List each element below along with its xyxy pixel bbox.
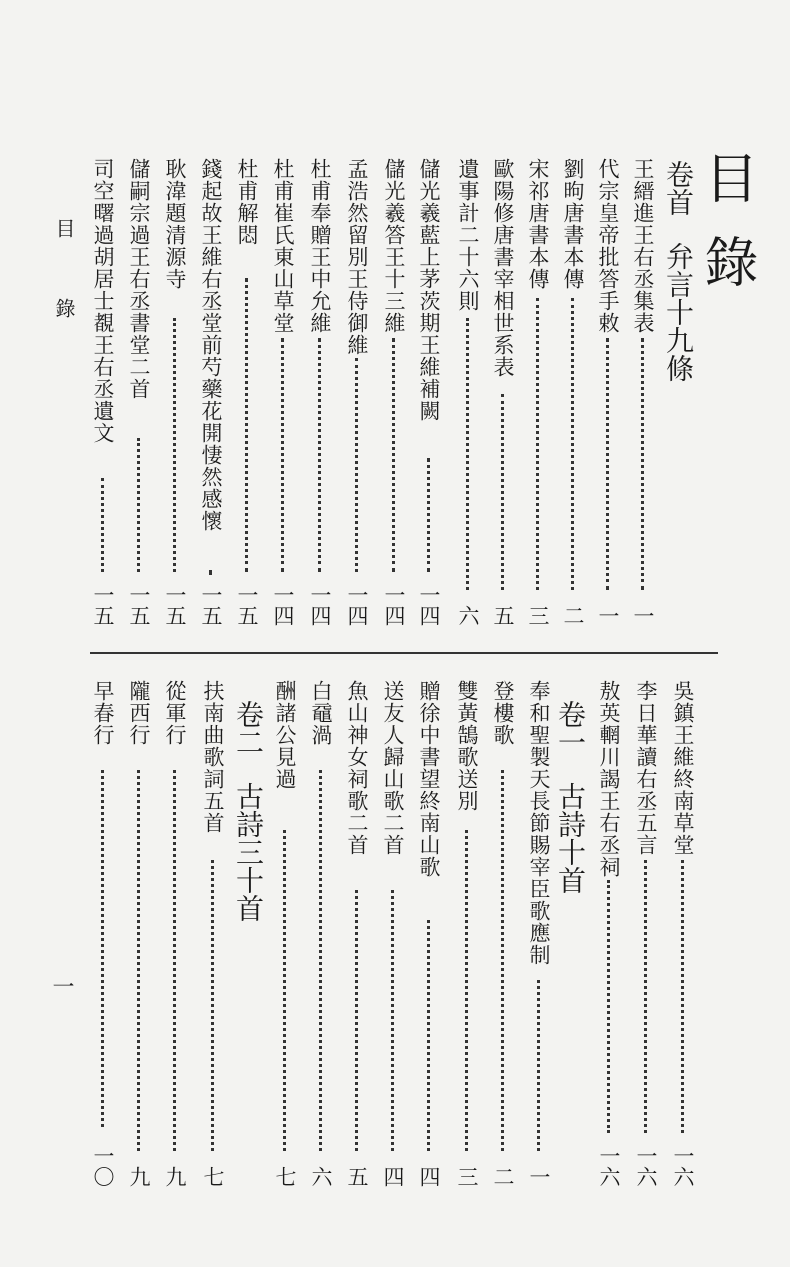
register-divider [90,652,718,654]
entry-page: 七 [201,1166,225,1187]
toc-entry [453,158,483,626]
entry-title: 代宗皇帝批答手敕 [596,158,620,334]
entry-page: 一五 [235,584,259,626]
entry-page: 三 [455,1166,479,1187]
entry-page: 一六 [597,1145,621,1187]
entry-page: 三 [526,605,550,626]
entry-title: 雙黃鵠歌送別 [455,680,479,812]
leader-dots [209,570,212,572]
leader-dots [644,860,647,1133]
entry-title: 登樓歌 [491,680,515,746]
entry-title: 劉昫唐書本傳 [561,158,585,290]
entry-page: 四 [381,1166,405,1187]
entry-title: 酬諸公見過 [273,680,297,790]
toc-entry [342,158,372,626]
entry-page: 一四 [345,584,369,626]
section-heading-subtitle: 古詩三十首 [232,782,265,922]
leader-dots [173,318,176,572]
leader-dots [607,880,610,1133]
entry-title: 司空曙過胡居士覩王右丞遺文 [91,158,115,444]
section-heading-label: 卷一 [554,700,587,756]
leader-dots [355,358,358,572]
entry-page: 六 [309,1166,333,1187]
entry-title: 敖英輞川謁王右丞祠 [597,680,621,878]
entry-page: 一五 [199,584,223,626]
leader-dots [319,770,322,1151]
entry-page: 九 [163,1166,187,1187]
toc-entry [488,158,518,626]
leader-dots [173,770,176,1151]
leader-dots [355,890,358,1151]
leader-dots [465,830,468,1151]
page-number: 一 [49,975,74,997]
entry-page: 一六 [671,1145,695,1187]
toc-entry [414,680,444,1187]
leader-dots [501,770,504,1151]
entry-page: 六 [456,605,480,626]
leader-dots [641,338,644,590]
leader-dots [427,458,430,572]
entry-title: 送友人歸山歌二首 [381,680,405,856]
leader-dots [391,890,394,1151]
leader-dots [211,860,214,1151]
toc-entry [594,680,624,1187]
toc-entry [379,158,409,626]
entry-title: 白黿渦 [309,680,333,746]
entry-title: 吳鎮王維終南草堂 [671,680,695,856]
section-heading-subtitle: 古詩十首 [554,782,587,894]
entry-page: 四 [417,1166,441,1187]
entry-page: 一四 [271,584,295,626]
toc-entry [198,680,228,1187]
entry-title: 從軍行 [163,680,187,746]
entry-page: 一六 [634,1145,658,1187]
leader-dots [245,278,248,572]
entry-title: 魚山神女祠歌二首 [345,680,369,856]
entry-page: 九 [127,1166,151,1187]
entry-title: 杜甫奉贈王中允維 [308,158,332,334]
toc-entry [88,158,118,626]
leader-dots [681,860,684,1133]
toc-entry [342,680,372,1187]
toc-entry [270,680,300,1187]
toc-entry [88,680,118,1187]
entry-page: 一五 [127,584,151,626]
entry-title: 耿湋題清源寺 [163,158,187,290]
entry-page: 一〇 [91,1145,115,1187]
leader-dots [606,338,609,590]
section-heading-label: 卷首 [662,160,695,216]
entry-title: 奉和聖製天長節賜宰臣歌應制 [527,680,551,966]
entry-title: 扶南曲歌詞五首 [201,680,225,834]
entry-page: 一五 [163,584,187,626]
entry-page: 一五 [91,584,115,626]
entry-page: 一 [527,1166,551,1187]
section-heading-juan2 [228,700,268,922]
toc-entry [160,680,190,1187]
entry-title: 錢起故王維右丞堂前芍藥花開悽然感懷 [199,158,223,532]
toc-entry [452,680,482,1187]
entry-title: 儲嗣宗過王右丞書堂二首 [127,158,151,400]
entry-page: 二 [561,605,585,626]
leader-dots [283,830,286,1151]
leader-dots [101,478,104,572]
leader-dots [466,318,469,590]
entry-page: 二 [491,1166,515,1187]
entry-title: 杜甫崔氏東山草堂 [271,158,295,334]
leader-dots [392,338,395,572]
section-heading-juanshou [658,160,698,382]
toc-entry [305,158,335,626]
entry-page: 一四 [382,584,406,626]
leader-dots [101,770,104,1127]
entry-page: 七 [273,1166,297,1187]
entry-title: 杜甫解悶 [235,158,259,246]
entry-page: 五 [491,605,515,626]
entry-title: 儲光羲藍上茅茨期王維補闕 [417,158,441,422]
leader-dots [571,298,574,590]
section-heading-juan1 [550,700,590,894]
toc-entry [628,158,658,626]
toc-entry [488,680,518,1187]
entry-page: 一 [631,605,655,626]
leader-dots [501,394,504,590]
leader-dots [537,980,540,1151]
entry-page: 一四 [308,584,332,626]
entry-page: 五 [345,1166,369,1187]
toc-entry [524,680,554,1187]
toc-entry [414,158,444,626]
page-title: 目錄 [696,150,759,318]
entry-title: 宋祁唐書本傳 [526,158,550,290]
leader-dots [137,438,140,572]
leader-dots [318,338,321,572]
leader-dots [137,770,140,1151]
toc-entry [196,158,226,626]
toc-entry [232,158,262,626]
toc-entry [593,158,623,626]
entry-title: 隴西行 [127,680,151,746]
toc-entry [124,158,154,626]
running-header: 目錄 [52,218,76,378]
entry-title: 王縉進王右丞集表 [631,158,655,334]
section-heading-subtitle: 弁言十九條 [662,242,695,382]
toc-entry [268,158,298,626]
entry-title: 遺事計二十六則 [456,158,480,312]
entry-title: 孟浩然留別王侍御維 [345,158,369,356]
leader-dots [536,298,539,590]
entry-title: 李日華讀右丞五言 [634,680,658,856]
section-heading-label: 卷二 [232,700,265,756]
entry-title: 歐陽修唐書宰相世系表 [491,158,515,378]
entry-title: 贈徐中書望終南山歌 [417,680,441,878]
leader-dots [427,920,430,1151]
toc-entry [378,680,408,1187]
toc-entry [523,158,553,626]
toc-entry [631,680,661,1187]
toc-entry [306,680,336,1187]
toc-entry [124,680,154,1187]
entry-page: 一 [596,605,620,626]
toc-entry [668,680,698,1187]
toc-entry [160,158,190,626]
leader-dots [281,338,284,572]
entry-title: 儲光羲答王十三維 [382,158,406,334]
toc-entry [558,158,588,626]
entry-page: 一四 [417,584,441,626]
entry-title: 早春行 [91,680,115,746]
